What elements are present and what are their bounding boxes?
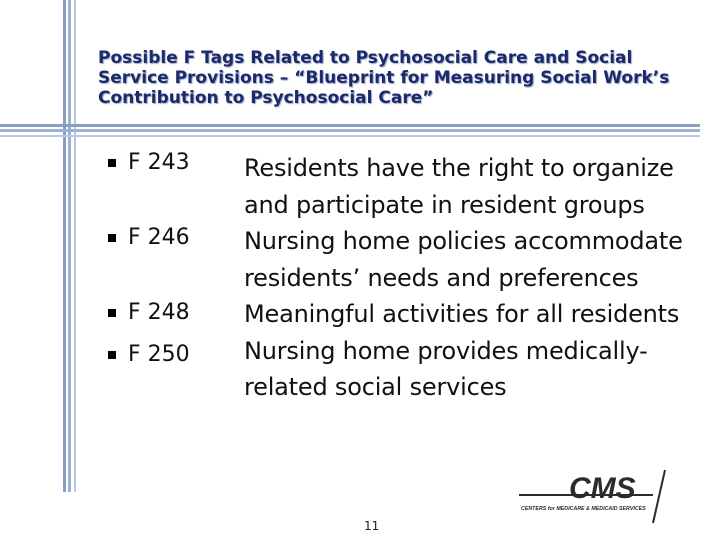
frame-horizontal-line [0,129,700,132]
description-line: Nursing home policies accommodate [244,227,683,255]
description-line: and participate in resident groups [244,190,645,219]
frame-horizontal-line [0,135,700,137]
cms-logo [515,468,705,528]
slide-title-line: Contribution to Psychosocial Care” [98,88,434,108]
slide-title-line: Service Provisions – “Blueprint for Measuring Social Work’s [98,68,670,88]
tag-descriptions [244,150,714,406]
square-bullet-icon [108,309,116,317]
square-bullet-icon [108,351,116,359]
description-line: residents’ needs and preferences [244,263,639,292]
frame-vertical-line [63,0,66,492]
f-tag-label: F 243 [128,150,190,175]
frame-vertical-line [68,0,71,492]
cms-logo-subtext: CENTERS for MEDICARE & MEDICAID SERVICES [521,506,646,512]
square-bullet-icon [108,159,116,167]
slide-title-line: Possible F Tags Related to Psychosocial Care and Social [98,48,633,68]
frame-vertical-line [74,0,76,492]
description-line: Residents have the right to organize [244,154,674,182]
f-tag-label: F 246 [128,225,190,250]
slide-title [98,48,698,108]
square-bullet-icon [108,234,116,242]
cms-logo-text: CMS [569,472,636,505]
page-number: 11 [364,519,380,533]
description-line: related social services [244,373,507,401]
f-tag-label: F 250 [128,342,190,367]
description-line: Meaningful activities for all residents [244,300,680,328]
description-line: Nursing home provides medically- [244,336,648,365]
frame-horizontal-line [0,124,700,127]
f-tag-label: F 248 [128,300,190,325]
